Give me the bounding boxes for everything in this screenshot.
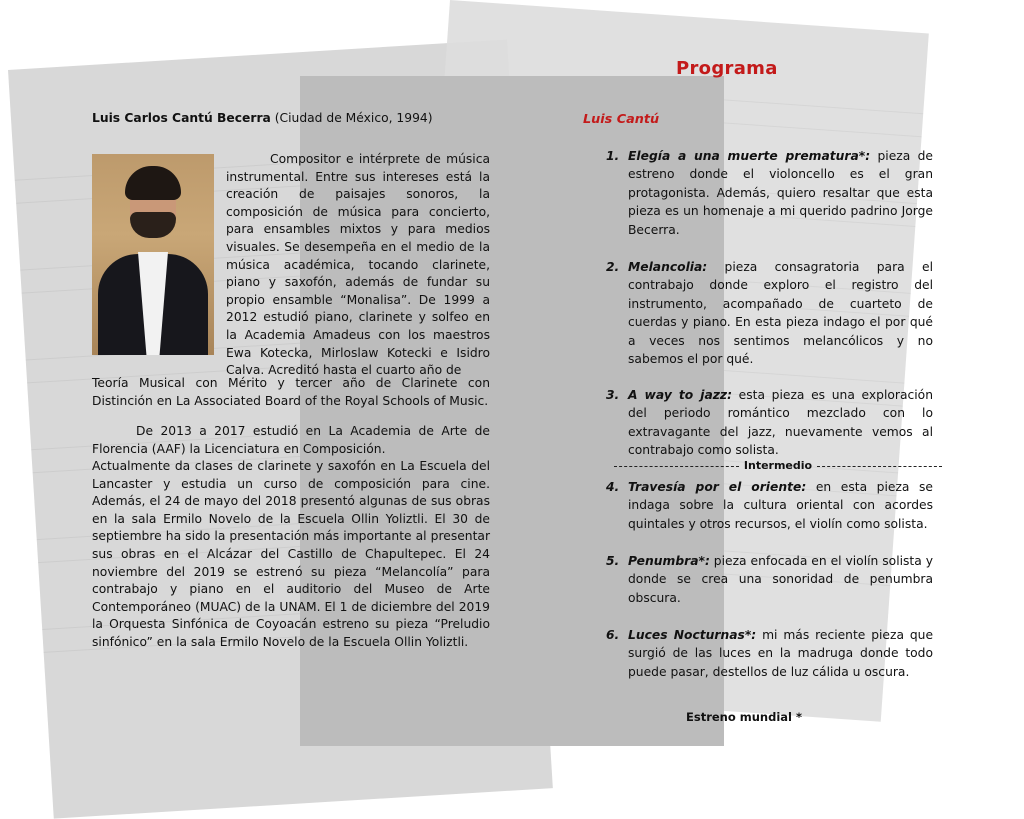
piece-title: Melancolia: [628,260,708,274]
composer-photo [92,154,214,355]
piece-number: 4. [606,480,620,494]
intermission-divider [614,459,942,472]
bio-heading [92,110,433,128]
bio-origin: (Ciudad de México, 1994) [270,111,433,125]
program-piece-4 [606,478,933,533]
intermission-label: Intermedio [743,459,813,472]
piece-title: Travesía por el oriente: [628,480,807,494]
bio-paragraph-1-continued: Teoría Musical con Mérito y tercer año de Clarinete con Distinción en La Associated Board of the Royal Schools of Music. [92,376,490,408]
piece-title: A way to jazz: [628,388,732,402]
program-piece-5 [606,552,933,607]
program-piece-3 [606,386,933,460]
piece-description: en esta pieza se indaga sobre la cultura oriental con acordes quintales y otros recursos, el violín como solista. [628,480,933,531]
program-piece-6 [606,626,933,681]
piece-number: 3. [606,388,620,402]
piece-description: pieza de estreno donde el violoncello es el gran protagonista. Además, quiero resaltar que esta pieza es un homenaje a mi querido padrino Jorge Becerra. [628,149,933,237]
program-piece-1 [606,147,933,239]
program-piece-2 [606,258,933,368]
bio-paragraph-2 [92,423,490,458]
piece-description: esta pieza es una exploración del periodo romántico mezclado con lo extravagante del jazz, nuevamente vemos al contrabajo como solista. [628,388,933,458]
piece-title: Elegía a una muerte prematura*: [628,149,871,163]
bio-paragraph-3: Actualmente da clases de clarinete y saxofón en La Escuela del Lancaster y estudia un curso de composición para cine. Además, el 24 de mayo del 2018 presentó algunas de sus obras en la sala Ermilo Novelo de la Escuela Ollin Yoliztli. El 30 de septiembre ha sido la presentación más importante al presentar sus obras en el Alcázar del Castillo de Chapultepec. El 24 noviembre del 2019 se estrenó su pieza “Melancolía” para contrabajo y piano en el auditorio del Museo de Arte Contemporáneo (MUAC) de la UNAM. El 1 de diciembre del 2019 la Orquesta Sinfónica de Coyoacán estreno su pieza “Preludio sinfónico” en la sala Ermilo Novelo de la Escuela Ollin Yoliztli. [92,459,490,649]
footnote-world-premiere: Estreno mundial * [686,710,803,724]
piece-number: 5. [606,554,620,568]
program-title: Programa [676,58,778,79]
bio-paragraph-2-text: De 2013 a 2017 estudió en La Academia de Arte de Florencia (AAF) la Licenciatura en Composición. [92,424,490,456]
program-composer: Luis Cantú [583,112,660,127]
bio-paragraph-1 [226,151,490,380]
piece-number: 2. [606,260,620,274]
piece-description: mi más reciente pieza que surgió de las luces en la madruga donde todo puede pasar, destellos de luz cálida u oscura. [628,628,934,679]
bio-paragraph-1-text: Compositor e intérprete de música instrumental. Entre sus intereses está la creación de paisajes sonoros, la composición de música para concierto, para ensambles mixtos y para medios visuales. Se desempeña en el medio de la música académica, tocando clarinete, piano y saxofón, además de fundar su propio ensamble “Monalisa”. De 1999 a 2012 estudió piano, clarinete y solfeo en la Academia Amadeus con los maestros Ewa Kotecka, Mirloslaw Kotecki e Isidro Calva. Acreditó hasta el cuarto año de [226,152,490,378]
piece-description: pieza consagratoria para el contrabajo donde exploro el registro del instrumento, acompañado de cuarteto de cuerdas y piano. En esta pieza indago el por qué a veces nos sentimos melancólicos y no sabemos el por qué. [628,260,933,367]
bio-name: Luis Carlos Cantú Becerra [92,111,271,125]
piece-number: 1. [606,149,620,163]
piece-title: Luces Nocturnas*: [628,628,757,642]
piece-number: 6. [606,628,620,642]
piece-title: Penumbra*: [628,554,710,568]
piece-description: pieza enfocada en el violín solista y donde se crea una sonoridad de penumbra obscura. [628,554,933,605]
